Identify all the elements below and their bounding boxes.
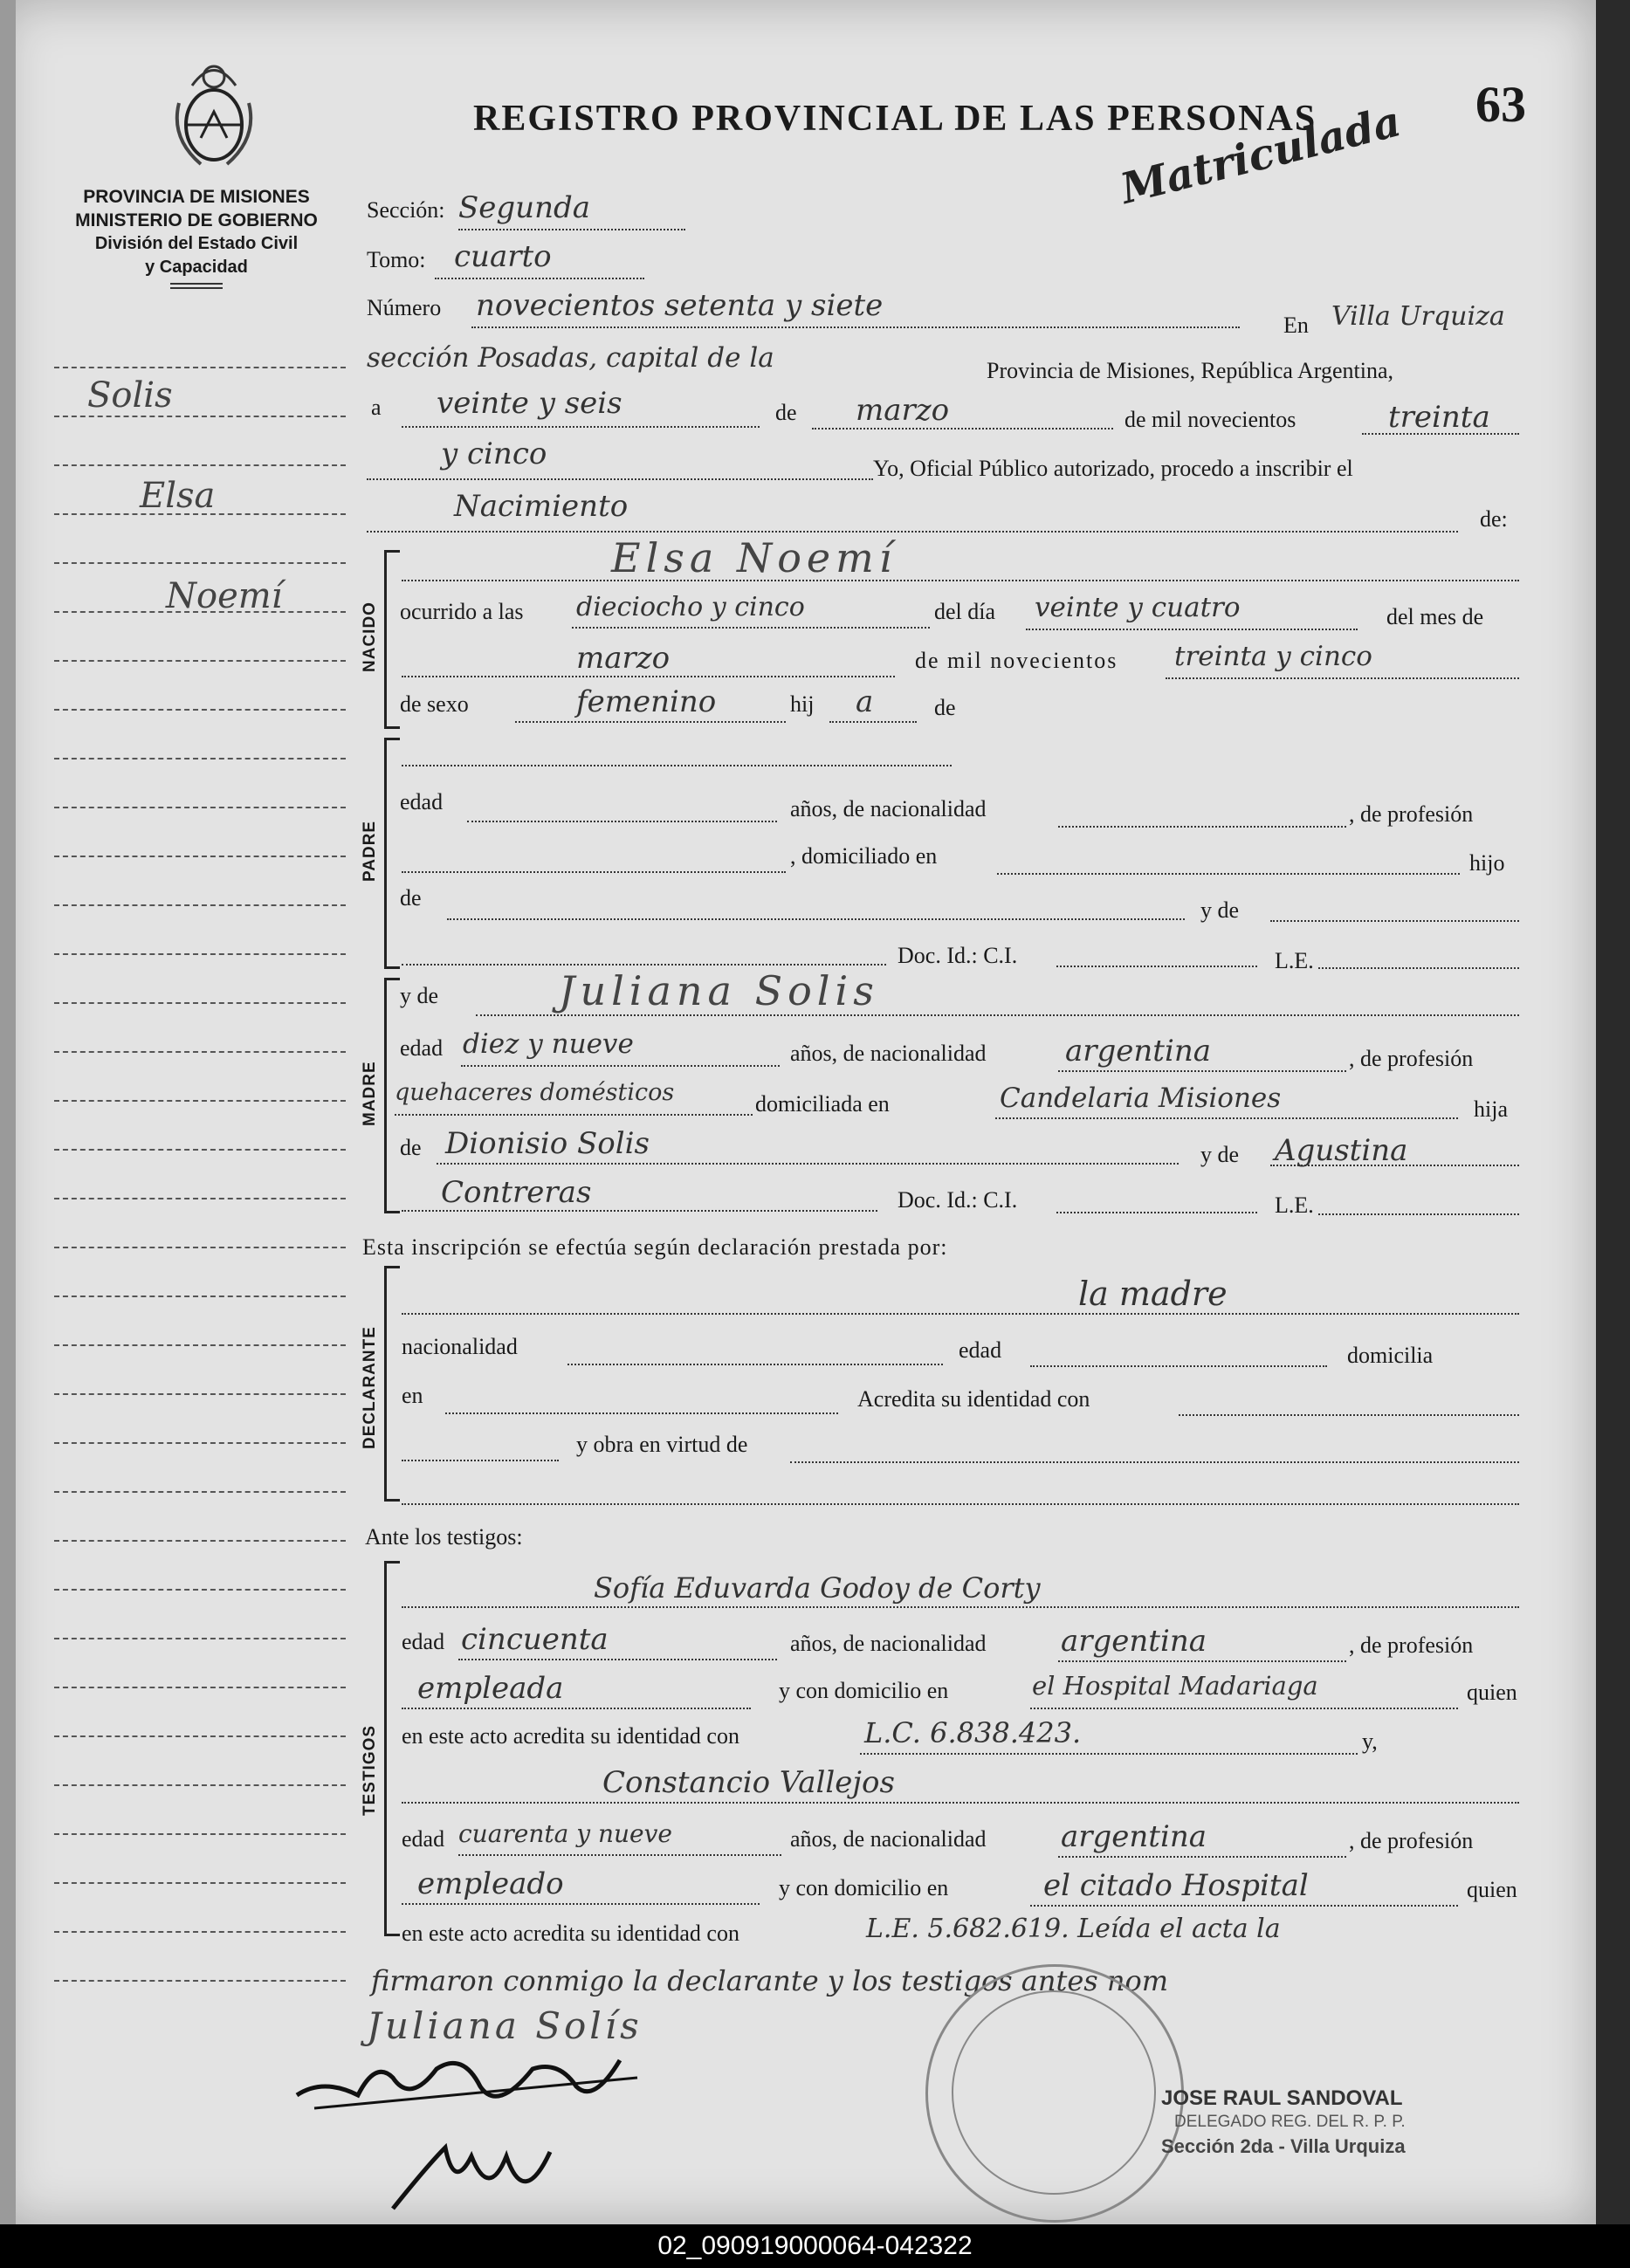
padre-dom-label: , domiciliado en: [790, 843, 938, 869]
testigo2-edad-label: edad: [402, 1826, 445, 1852]
testigo2-doc: L.E. 5.682.619. Leída el acta la: [866, 1914, 1281, 1944]
anio-registro-value: treinta: [1388, 400, 1490, 435]
margin-rule-line: [54, 1100, 346, 1102]
hij-label: hij: [790, 691, 815, 717]
page-number: 63: [1475, 76, 1526, 133]
madre-nac-label: años, de nacionalidad: [790, 1041, 987, 1066]
testigo2-prof-label: , de profesión: [1349, 1828, 1474, 1853]
margin-rule-line: [54, 660, 346, 662]
testigos-text: Ante los testigos:: [365, 1524, 523, 1550]
matriculada-annotation: Matriculada: [1116, 97, 1406, 214]
padre-hijo-label: hijo: [1469, 850, 1505, 876]
testigo1-dom: el Hospital Madariaga: [1032, 1671, 1318, 1701]
testigo1-dom-label: y con domicilio en: [779, 1678, 949, 1703]
testigo2-edad: cuarenta y nueve: [458, 1819, 672, 1848]
madre-y-de2-label: y de: [1200, 1142, 1240, 1167]
margin-rule-line: [54, 1491, 346, 1493]
margin-rule-line: [54, 1687, 346, 1688]
stamp-role: DELEGADO REG. DEL R. P. P.: [1174, 2113, 1406, 2131]
declarante-nacionalidad-label: nacionalidad: [402, 1334, 518, 1359]
testigo2-nombre: Constancio Vallejos: [602, 1765, 895, 1800]
document-title: REGISTRO PROVINCIAL DE LAS PERSONAS: [473, 99, 1317, 139]
margin-rule-line: [54, 1540, 346, 1542]
testigo1-prof: empleada: [417, 1671, 564, 1706]
signature-testigo1-icon: [288, 2043, 655, 2139]
margin-rule-line: [54, 856, 346, 857]
padre-edad-label: edad: [400, 789, 444, 814]
margin-rule-line: [54, 1051, 346, 1053]
madre-y-de-label: y de: [400, 983, 439, 1008]
dia-nac-value: veinte y cuatro: [1035, 592, 1241, 623]
padre-de-label: de: [400, 885, 422, 911]
header-ministry: MINISTERIO DE GOBIERNO: [75, 210, 318, 230]
stamp-office: Sección 2da - Villa Urquiza: [1161, 2135, 1406, 2157]
testigo1-prof-label: , de profesión: [1349, 1632, 1474, 1658]
dia-registro-value: veinte y seis: [437, 386, 622, 421]
padre-prof-label: , de profesión: [1349, 801, 1474, 827]
declarante-obra-label: y obra en virtud de: [576, 1432, 748, 1457]
margin-rule-line: [54, 1980, 346, 1982]
testigo1-y-label: y,: [1362, 1728, 1378, 1754]
madre-nombre: Juliana Solis: [559, 967, 879, 1014]
header-rule: [170, 283, 223, 289]
del-dia-label: del día: [934, 599, 996, 624]
section-testigos: TESTIGOS: [361, 1724, 379, 1816]
declarante-acredita-label: Acredita su identidad con: [857, 1386, 1090, 1412]
nacido-de-label: de: [934, 695, 956, 720]
testigo2-quien-label: quien: [1467, 1877, 1517, 1902]
signature-testigo2-icon: [375, 2130, 576, 2226]
testigo1-quien-label: quien: [1467, 1680, 1517, 1705]
margin-rule-line: [54, 464, 346, 466]
section-declarante: DECLARANTE: [361, 1326, 379, 1449]
madre-prof-value: quehaceres domésticos: [395, 1079, 675, 1106]
hij-value: a: [856, 684, 874, 719]
testigo1-doc: L.C. 6.838.423.: [864, 1716, 1082, 1749]
madre-edad-value: diez y nueve: [463, 1028, 634, 1060]
madre-padre-value: Dionisio Solis: [445, 1126, 650, 1161]
madre-nac-value: argentina: [1065, 1034, 1212, 1069]
margin-note-name2: Noemí: [166, 576, 283, 616]
sexo-value: femenino: [576, 684, 717, 719]
testigo1-nac: argentina: [1061, 1624, 1207, 1659]
numero-label: Número: [367, 295, 442, 320]
padre-nac-label: años, de nacionalidad: [790, 796, 987, 821]
testigo2-prof: empleado: [417, 1866, 564, 1901]
seccion-label: Sección:: [367, 197, 445, 223]
madre-dom-label: domiciliada en: [755, 1091, 890, 1117]
nacido-nombre: Elsa Noemí: [611, 534, 898, 581]
scan-id-footer: 02_090919000064-042322: [0, 2224, 1630, 2268]
margin-rule-line: [54, 1393, 346, 1395]
stamp-name: JOSE RAUL SANDOVAL: [1161, 2086, 1403, 2110]
padre-le-label: L.E.: [1275, 948, 1314, 973]
page-binding: [0, 0, 16, 2224]
header-capacity: y Capacidad: [145, 258, 248, 277]
margin-rule-line: [54, 1002, 346, 1004]
margin-note-name1: Elsa: [140, 476, 216, 516]
testigo2-dom-label: y con domicilio en: [779, 1875, 949, 1900]
numero-value: novecientos setenta y siete: [476, 288, 884, 323]
lugar-value: sección Posadas, capital de la: [367, 342, 774, 374]
header-division: División del Estado Civil: [94, 234, 299, 253]
header-province: PROVINCIA DE MISIONES: [83, 187, 310, 207]
declarante-domicilia-label: domicilia: [1347, 1343, 1434, 1368]
mes-nac-value: marzo: [576, 641, 671, 676]
padre-doc-label: Doc. Id.: C.I.: [898, 943, 1018, 968]
padre-y-de-label: y de: [1200, 897, 1240, 923]
testigo2-nac: argentina: [1061, 1819, 1207, 1854]
margin-rule-line: [54, 562, 346, 564]
testigo1-edad: cincuenta: [461, 1622, 609, 1657]
de-colon-label: de:: [1480, 506, 1508, 532]
anio-nac-value: treinta y cinco: [1174, 641, 1372, 672]
signature-madre: Juliana Solís: [367, 2004, 643, 2047]
margin-rule-line: [54, 1247, 346, 1248]
madre-doc-label: Doc. Id.: C.I.: [898, 1187, 1018, 1213]
margin-rule-line: [54, 953, 346, 955]
margin-rule-line: [54, 1589, 346, 1591]
margin-rule-line: [54, 1882, 346, 1884]
section-padre: PADRE: [361, 820, 379, 882]
margin-rule-line: [54, 1784, 346, 1786]
section-nacido: NACIDO: [361, 601, 379, 672]
de-label: de: [775, 400, 797, 425]
mes-registro-value: marzo: [856, 393, 950, 428]
margin-rule-line: [54, 807, 346, 808]
margin-rule-line: [54, 709, 346, 711]
cierre-text: firmaron conmigo la declarante y los testigos antes nom: [371, 1964, 1169, 1997]
testigo1-acredita-label: en este acto acredita su identidad con: [402, 1723, 739, 1749]
acto-value: Nacimiento: [454, 489, 629, 524]
margin-rule-line: [54, 1149, 346, 1151]
oficial-text: Yo, Oficial Público autorizado, procedo a inscribir el: [873, 456, 1353, 481]
section-madre: MADRE: [361, 1061, 379, 1126]
margin-rule-line: [54, 1296, 346, 1297]
madre-le-label: L.E.: [1275, 1192, 1314, 1218]
margin-note-surname: Solis: [87, 375, 173, 416]
en-label: En: [1283, 313, 1309, 338]
testigo2-nac-label: años, de nacionalidad: [790, 1826, 987, 1852]
declarante-edad-label: edad: [959, 1337, 1002, 1363]
madre-prof-label: , de profesión: [1349, 1046, 1474, 1071]
margin-rule-line: [54, 1735, 346, 1737]
declaracion-text: Esta inscripción se efectúa según declaración prestada por:: [362, 1234, 948, 1260]
testigo2-dom: el citado Hospital: [1043, 1868, 1309, 1903]
seccion-value: Segunda: [458, 190, 591, 225]
testigo1-nombre: Sofía Eduvarda Godoy de Corty: [594, 1571, 1041, 1605]
tomo-label: Tomo:: [367, 247, 426, 272]
margin-rule-line: [54, 1833, 346, 1835]
margin-rule-line: [54, 1442, 346, 1444]
coat-of-arms-icon: [166, 51, 262, 173]
margin-rule-line: [54, 1931, 346, 1933]
margin-rule-line: [54, 416, 346, 417]
madre-dom-value: Candelaria Misiones: [1000, 1082, 1282, 1114]
header-block: [52, 185, 340, 289]
margin-rule-line: [54, 367, 346, 368]
mil-nac-label: de mil novecientos: [915, 648, 1118, 673]
tomo-value: cuarto: [454, 239, 552, 274]
anio-registro-value2: y cinco: [441, 436, 547, 471]
declarante-en-label: en: [402, 1383, 423, 1408]
madre-edad-label: edad: [400, 1035, 444, 1061]
madre-de-label: de: [400, 1135, 422, 1160]
testigo1-edad-label: edad: [402, 1629, 445, 1654]
madre-madre-value2: Contreras: [441, 1175, 592, 1210]
del-mes-label: del mes de: [1386, 604, 1484, 629]
madre-hija-label: hija: [1474, 1096, 1508, 1122]
provincia-text: Provincia de Misiones, República Argentina,: [987, 358, 1393, 383]
hora-value: dieciocho y cinco: [576, 592, 805, 622]
sexo-label: de sexo: [400, 691, 469, 717]
margin-rule-line: [54, 904, 346, 906]
ocurrido-label: ocurrido a las: [400, 599, 524, 624]
margin-rule-line: [54, 1198, 346, 1199]
margin-rule-line: [54, 1344, 346, 1346]
margin-rule-line: [54, 1638, 346, 1639]
en-value: Villa Urquiza: [1331, 301, 1505, 332]
a-label: a: [371, 395, 382, 420]
page-edge: [1596, 0, 1630, 2224]
margin-rule-line: [54, 758, 346, 759]
declarante-value: la madre: [1078, 1275, 1228, 1313]
mil-label: de mil novecientos: [1124, 407, 1296, 432]
madre-madre-value: Agustina: [1275, 1133, 1408, 1168]
testigo2-acredita-label: en este acto acredita su identidad con: [402, 1921, 739, 1946]
testigo1-nac-label: años, de nacionalidad: [790, 1631, 987, 1656]
